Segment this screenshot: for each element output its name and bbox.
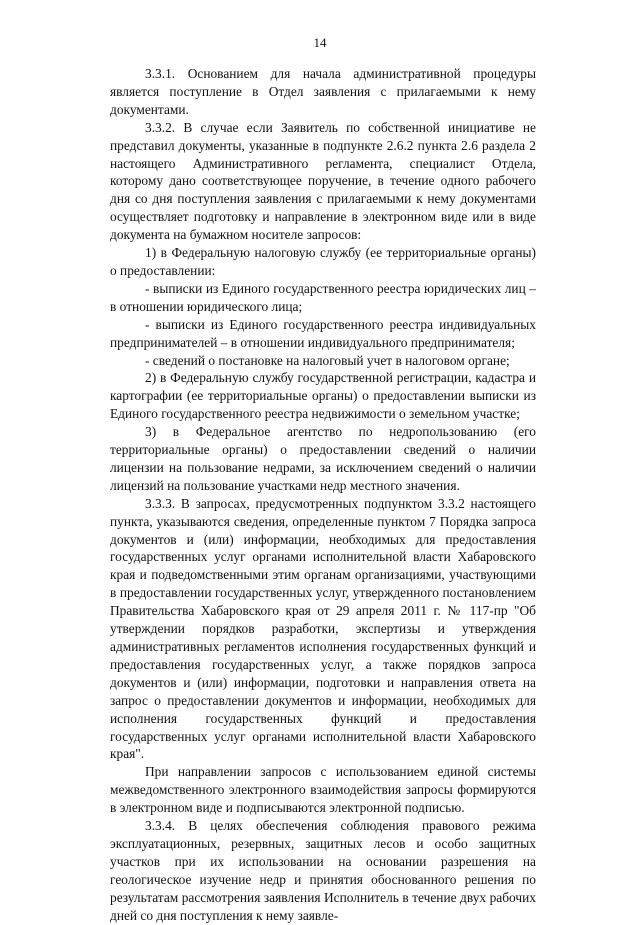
- document-body: [110, 65, 536, 925]
- list-item-registration-service: 2) в Федеральную службу государственной регистрации, кадастра и картографии (ее территориальные органы) о предоставлении выписки из Единого государственного реестра недвижимости о земельном участке;: [110, 370, 536, 422]
- paragraph-3-3-4: 3.3.4. В целях обеспечения соблюдения правового режима эксплуатационных, резервных, защитных лесов и особо защитных участков при их использовании на основании разрешения на геологическое изучение недр и принятия обоснованного решения по результатам рассмотрения заявления Исполнитель в течение двух рабочих дней со дня поступления к нему заявле-: [110, 818, 536, 923]
- paragraph-electronic-requests: При направлении запросов с использованием единой системы межведомственного электронного взаимодействия запросы формируются в электронном виде и подписываются электронной подписью.: [110, 764, 536, 816]
- list-item-tax-service: 1) в Федеральную налоговую службу (ее территориальные органы) о предоставлении:: [110, 245, 536, 278]
- sublist-item-entrepreneurs: - выписки из Единого государственного реестра индивидуальных предпринимателей – в отношении индивидуального предпринимателя;: [110, 316, 536, 350]
- sublist-item-legal-entities: - выписки из Единого государственного реестра юридических лиц – в отношении юридического лица;: [110, 280, 536, 314]
- page-number: 14: [313, 35, 327, 50]
- sublist-item-tax-registration: - сведений о постановке на налоговый учет в налоговом органе;: [145, 352, 510, 368]
- list-item-subsoil-agency: 3) в Федеральное агентство по недропользованию (его территориальные органы) о предоставлении сведений о наличии лицензии на пользование недрами, за исключением сведений о наличии лицензий на пользование участками недр местного значения.: [110, 424, 536, 493]
- paragraph-3-3-2: 3.3.2. В случае если Заявитель по собственной инициативе не представил документы, указанные в подпункте 2.6.2 пункта 2.6 раздела 2 настоящего Административного регламента, специалист Отдела, которому дано соответствующее поручение, в течение одного рабочего дня со дня поступления заявления с прилагаемыми к нему документами осуществляет подготовку и направление в электронном виде или в виде документа на бумажном носителе запросов:: [110, 119, 536, 243]
- paragraph-3-3-3: 3.3.3. В запросах, предусмотренных подпунктом 3.3.2 настоящего пункта, указываются сведения, определенные пунктом 7 Порядка запроса документов и (или) информации, необходимых для предоставления государственных услуг органами исполнительной власти Хабаровского края и подведомственными этим органам организациями, участвующими в предоставлении государственных услуг, утвержденного постановлением Правительства Хабаровского края от 29 апреля 2011 г. № 117-пр "Об утверждении порядков разработки, экспертизы и утверждения административных регламентов исполнения государственных функций и предоставления государственных услуг, а также порядков запроса документов и (или) информации, подготовки и направления ответа на запрос о предоставлении документов и информации, необходимых для исполнения государственных функций и предоставления государственных услуг органами исполнительной власти Хабаровского края".: [110, 495, 536, 762]
- paragraph-3-3-1: 3.3.1. Основанием для начала административной процедуры является поступление в Отдел заявления с прилагаемыми к нему документами.: [110, 66, 536, 117]
